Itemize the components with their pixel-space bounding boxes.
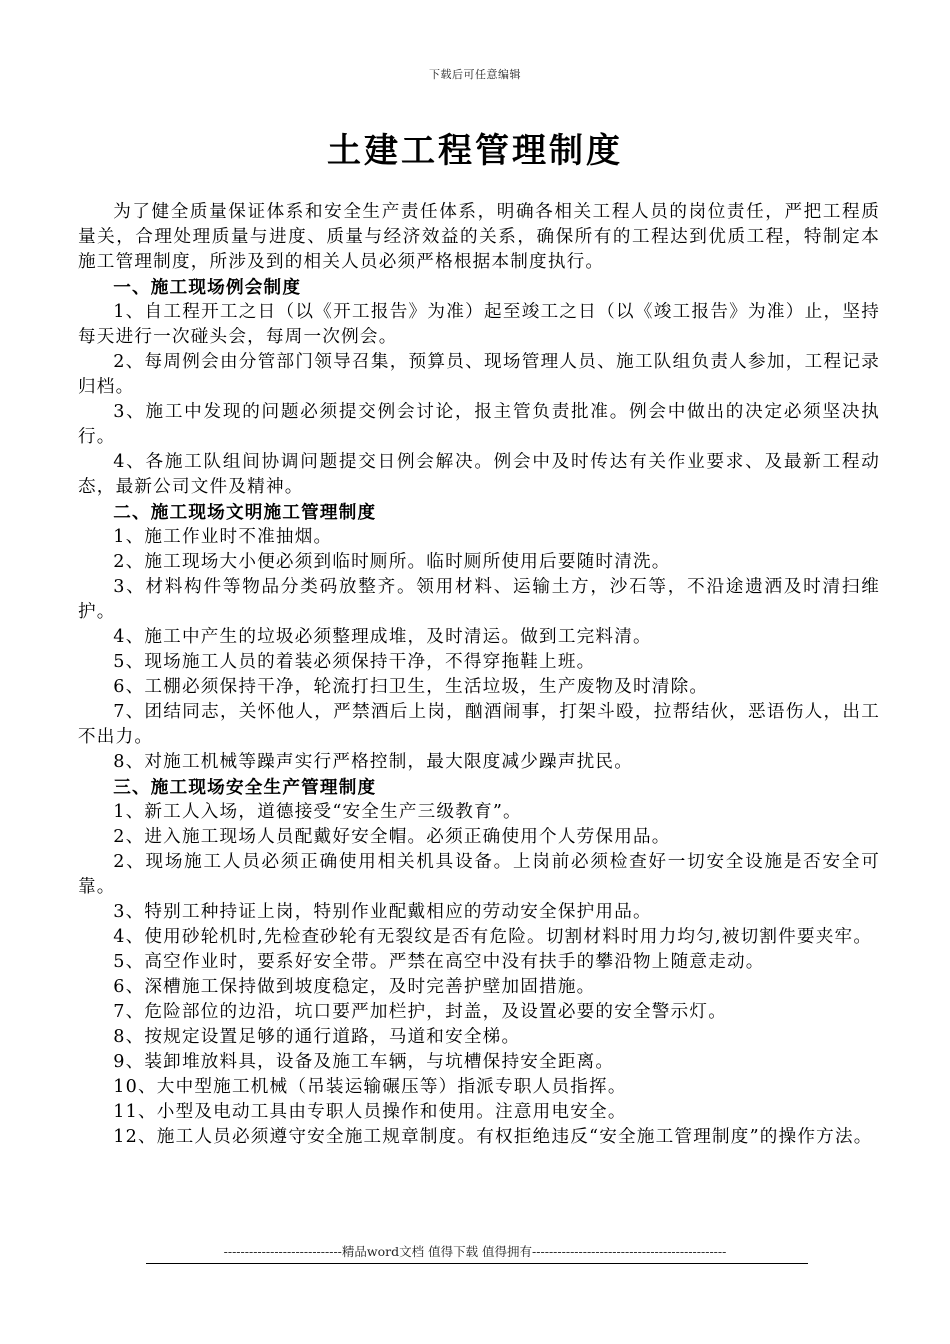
list-item: 1、新工人入场，道德接受“安全生产三级教育”。 (113, 802, 522, 822)
list-item: 4、使用砂轮机时,先检查砂轮有无裂纹是否有危险。切割材料时用力均匀,被切割件要夹牢。 (113, 927, 873, 947)
list-item: 8、对施工机械等躁声实行严格控制，最大限度减少躁声扰民。 (113, 752, 634, 772)
list-item: 1、自工程开工之日（以《开工报告》为准）起至竣工之日（以《竣工报告》为准）止，坚持每天进行一次碰头会，每周一次例会。 (78, 302, 880, 347)
section-civilized-construction (78, 500, 880, 775)
list-item: 3、特别工种持证上岗，特别作业配戴相应的劳动安全保护用品。 (113, 902, 652, 922)
footer-divider (146, 1263, 808, 1264)
list-item: 2、每周例会由分管部门领导召集，预算员、现场管理人员、施工队组负责人参加，工程记录归档。 (78, 352, 880, 397)
header-note: 下载后可任意编辑 (429, 68, 521, 81)
list-item: 9、装卸堆放料具，设备及施工车辆，与坑槽保持安全距离。 (113, 1052, 615, 1072)
list-item: 7、团结同志，关怀他人，严禁酒后上岗，酗酒闹事，打架斗殴，拉帮结伙，恶语伤人，出工不出力。 (78, 702, 880, 747)
section-heading: 二、施工现场文明施工管理制度 (113, 502, 377, 523)
list-item: 8、按规定设置足够的通行道路，马道和安全梯。 (113, 1027, 521, 1047)
section-safety-production (78, 775, 880, 1150)
list-item: 11、小型及电动工具由专职人员操作和使用。注意用电安全。 (113, 1102, 627, 1122)
list-item: 2、现场施工人员必须正确使用相关机具设备。上岗前必须检查好一切安全设施是否安全可靠。 (78, 852, 880, 897)
document-title: 土建工程管理制度 (327, 131, 623, 171)
footer-note: ----------------------------精品word文档 值得下载 值得拥有---------------------------------------------- (223, 1244, 727, 1259)
list-item: 2、施工现场大小便必须到临时厕所。临时厕所使用后要随时清洗。 (113, 552, 671, 572)
list-item: 4、各施工队组间协调问题提交日例会解决。例会中及时传达有关作业要求、及最新工程动态，最新公司文件及精神。 (78, 452, 880, 497)
list-item: 1、施工作业时不准抽烟。 (113, 527, 333, 547)
list-item: 3、施工中发现的问题必须提交例会讨论，报主管负责批准。例会中做出的决定必须坚决执行。 (78, 402, 880, 447)
section-meeting-system (78, 275, 880, 500)
list-item: 4、施工中产生的垃圾必须整理成堆，及时清运。做到工完料清。 (113, 627, 652, 647)
list-item: 12、施工人员必须遵守安全施工规章制度。有权拒绝违反“安全施工管理制度”的操作方法。 (113, 1127, 873, 1147)
list-item: 7、危险部位的边沿，坑口要严加栏护，封盖，及设置必要的安全警示灯。 (113, 1002, 727, 1022)
list-item: 2、进入施工现场人员配戴好安全帽。必须正确使用个人劳保用品。 (113, 827, 671, 847)
list-item: 6、深槽施工保持做到坡度稳定，及时完善护壁加固措施。 (113, 977, 596, 997)
section-heading: 三、施工现场安全生产管理制度 (113, 777, 377, 798)
list-item: 6、工棚必须保持干净，轮流打扫卫生，生活垃圾，生产废物及时清除。 (113, 677, 709, 697)
intro-paragraph: 为了健全质量保证体系和安全生产责任体系，明确各相关工程人员的岗位责任，严把工程质量关，合理处理质量与进度、质量与经济效益的关系，确保所有的工程达到优质工程，特制定本施工管理制度，所涉及到的相关人员必须严格根据本制度执行。 (78, 202, 880, 272)
document-body (78, 200, 880, 1150)
list-item: 5、现场施工人员的着装必须保持干净，不得穿拖鞋上班。 (113, 652, 596, 672)
list-item: 10、大中型施工机械（吊装运输碾压等）指派专职人员指挥。 (113, 1077, 627, 1097)
list-item: 5、高空作业时，要系好安全带。严禁在高空中没有扶手的攀沿物上随意走动。 (113, 952, 765, 972)
section-heading: 一、施工现场例会制度 (113, 277, 302, 298)
list-item: 3、材料构件等物品分类码放整齐。领用材料、运输土方，沙石等，不沿途遗洒及时清扫维护。 (78, 577, 880, 622)
